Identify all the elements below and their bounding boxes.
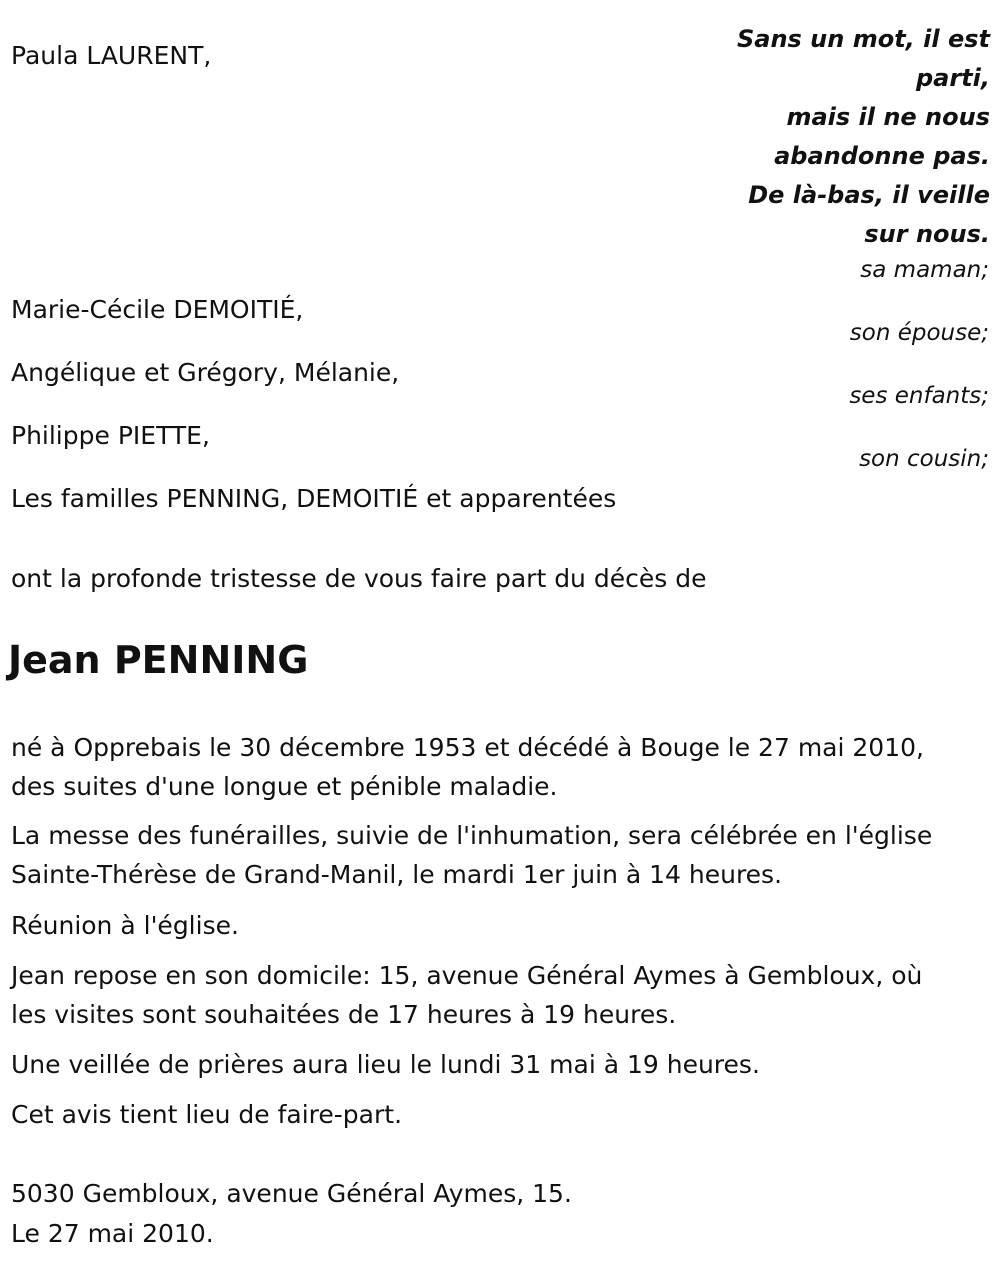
relation-wife: son épouse; [849, 320, 989, 346]
paragraph-line: né à Opprebais le 30 décembre 1953 et décédé à Bouge le 27 mai 2010, [11, 733, 924, 762]
funeral-mass-paragraph [11, 816, 986, 894]
quote-line: De là-bas, il veille [748, 181, 990, 209]
vigil-paragraph [11, 1045, 986, 1084]
notice-paragraph [11, 1095, 986, 1134]
footer-address: 5030 Gembloux, avenue Général Aymes, 15. [11, 1179, 572, 1208]
repose-paragraph [11, 956, 986, 1034]
paragraph-line: Sainte-Thérèse de Grand-Manil, le mardi 1er juin à 14 heures. [11, 860, 783, 889]
paragraph-line: La messe des funérailles, suivie de l'inhumation, sera célébrée en l'église [11, 821, 933, 850]
announcement-text: ont la profonde tristesse de vous faire part du décès de [11, 564, 707, 593]
paragraph-line: Jean repose en son domicile: 15, avenue Général Aymes à Gembloux, où [11, 961, 923, 990]
deceased-name: Jean PENNING [8, 638, 309, 682]
quote-line: parti, [915, 64, 990, 92]
family-member-paula: Paula LAURENT, [11, 41, 212, 70]
paragraph-line: Cet avis tient lieu de faire-part. [11, 1100, 403, 1129]
paragraph-line: les visites sont souhaitées de 17 heures à 19 heures. [11, 1000, 677, 1029]
quote-line: sur nous. [864, 220, 990, 248]
family-member-children: Angélique et Grégory, Mélanie, [11, 358, 400, 387]
birth-death-paragraph [11, 728, 986, 806]
memorial-quote [690, 20, 990, 254]
footer-date: Le 27 mai 2010. [11, 1219, 214, 1248]
relation-mother: sa maman; [860, 257, 989, 283]
paragraph-line: Une veillée de prières aura lieu le lundi 31 mai à 19 heures. [11, 1050, 760, 1079]
relation-children: ses enfants; [849, 383, 989, 409]
family-member-philippe: Philippe PIETTE, [11, 421, 210, 450]
paragraph-line: Réunion à l'église. [11, 911, 239, 940]
meeting-paragraph [11, 906, 986, 945]
relation-cousin: son cousin; [859, 446, 989, 472]
family-member-families: Les familles PENNING, DEMOITIÉ et apparentées [11, 484, 617, 513]
quote-line: mais il ne nous [786, 103, 990, 131]
paragraph-line: des suites d'une longue et pénible maladie. [11, 772, 558, 801]
quote-line: abandonne pas. [774, 142, 990, 170]
quote-line: Sans un mot, il est [736, 25, 990, 53]
family-member-marie-cecile: Marie-Cécile DEMOITIÉ, [11, 295, 304, 324]
